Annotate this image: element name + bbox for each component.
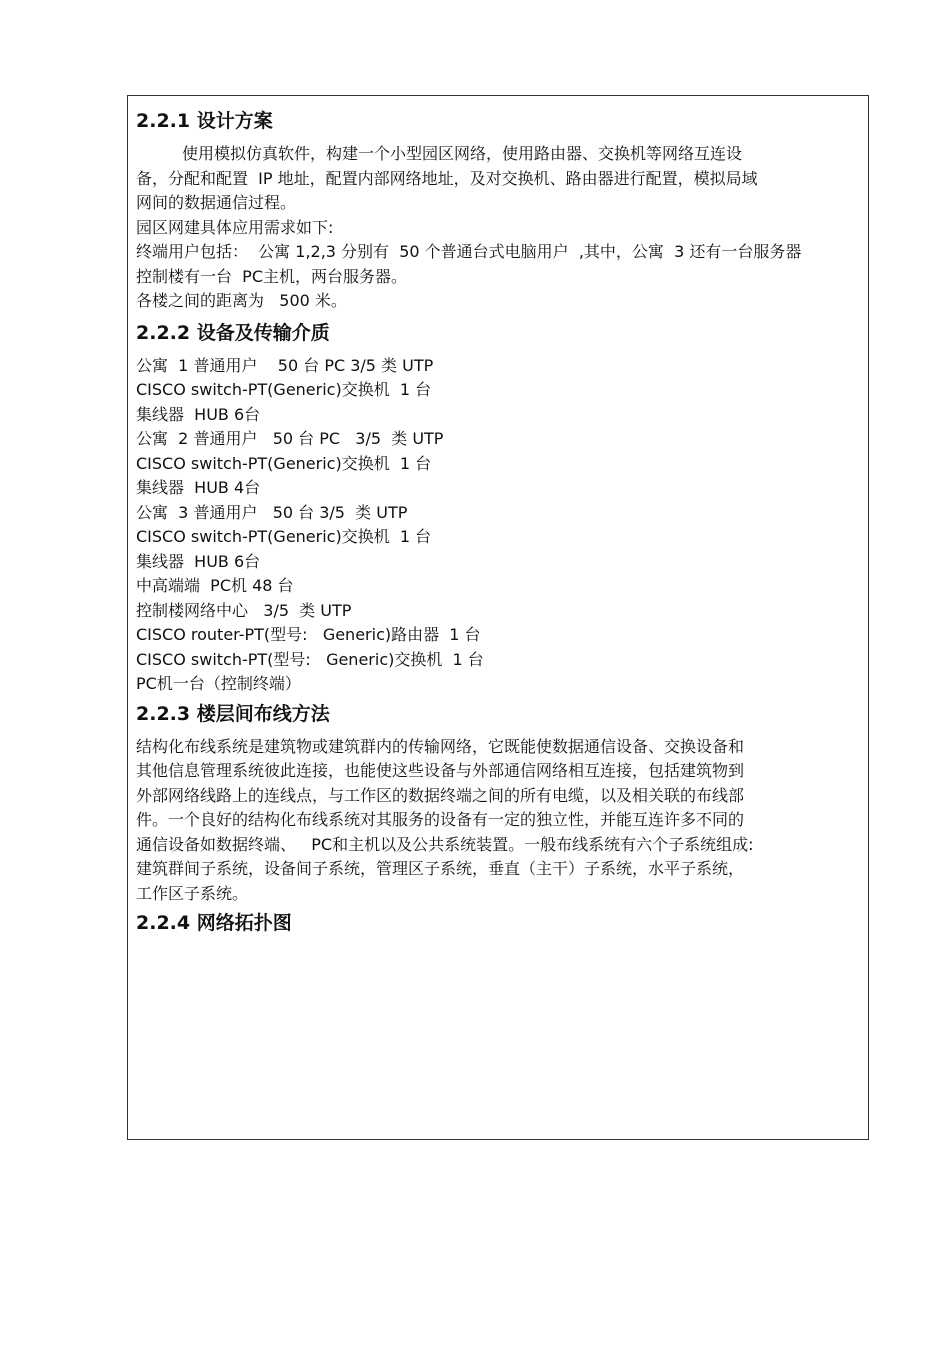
section-design-plan xyxy=(136,108,860,314)
section-cabling-method xyxy=(136,701,860,907)
cabling-line: 外部网络线路上的连线点，与工作区的数据终端之间的所有电缆，以及相关联的布线部 xyxy=(136,785,745,805)
cabling-line: 建筑群间子系统，设备间子系统，管理区子系统，垂直（主干）子系统，水平子系统， xyxy=(136,859,745,878)
equipment-line: PC机一台（控制终端） xyxy=(136,674,301,693)
requirements-line: 各楼之间的距离为 500 米。 xyxy=(136,291,347,310)
equipment-line: CISCO router-PT(型号: Generic)路由器 1 台 xyxy=(136,625,481,644)
equipment-line: CISCO switch-PT(Generic)交换机 1 台 xyxy=(136,380,432,399)
document-content xyxy=(136,108,860,944)
cabling-line: 工作区子系统。 xyxy=(136,883,249,903)
equipment-line: CISCO switch-PT(Generic)交换机 1 台 xyxy=(136,527,432,546)
document-frame xyxy=(127,95,869,1140)
equipment-line: CISCO switch-PT(型号: Generic)交换机 1 台 xyxy=(136,649,484,669)
cabling-line: 其他信息管理系统彼此连接，也能使这些设备与外部通信网络相互连接，包括建筑物到 xyxy=(136,761,745,780)
section-heading-cabling-method: 2.2.3 楼层间布线方法 xyxy=(136,702,330,725)
intro-line: 网间的数据通信过程。 xyxy=(136,193,297,212)
cabling-line: 件。一个良好的结构化布线系统对其服务的设备有一定的独立性，并能互连许多不同的 xyxy=(136,810,745,829)
section-heading-design-plan: 2.2.1 设计方案 xyxy=(136,110,273,132)
equipment-line: 中高端端 PC机 48 台 xyxy=(136,576,294,595)
requirements-line: 园区网建具体应用需求如下: xyxy=(136,217,334,237)
equipment-line: 公寓 2 普通用户 50 台 PC 3/5 类 UTP xyxy=(136,429,444,448)
cabling-line: 通信设备如数据终端、 PC和主机以及公共系统装置。一般布线系统有六个子系统组成: xyxy=(136,834,754,854)
equipment-line: 集线器 HUB 6台 xyxy=(136,551,261,571)
equipment-line: 集线器 HUB 6台 xyxy=(136,404,261,424)
intro-line: 使用模拟仿真软件，构建一个小型园区网络，使用路由器、交换机等网络互连设 xyxy=(182,144,743,163)
section-heading-topology: 2.2.4 网络拓扑图 xyxy=(136,912,292,934)
requirements-line: 终端用户包括： 公寓 1,2,3 分别有 50 个普通台式电脑用户 ,其中，公寓 3 还有一台服务器 xyxy=(136,242,802,261)
equipment-line: CISCO switch-PT(Generic)交换机 1 台 xyxy=(136,453,432,473)
cabling-line: 结构化布线系统是建筑物或建筑群内的传输网络，它既能使数据通信设备、交换设备和 xyxy=(136,736,745,756)
equipment-line: 集线器 HUB 4台 xyxy=(136,478,261,497)
intro-line: 备，分配和配置 IP 地址，配置内部网络地址，及对交换机、路由器进行配置，模拟局域 xyxy=(136,168,758,188)
requirements-line: 控制楼有一台 PC主机，两台服务器。 xyxy=(136,266,407,286)
equipment-line: 控制楼网络中心 3/5 类 UTP xyxy=(136,600,352,620)
section-topology xyxy=(136,910,860,936)
section-heading-equipment: 2.2.2 设备及传输介质 xyxy=(136,321,330,344)
equipment-line: 公寓 3 普通用户 50 台 3/5 类 UTP xyxy=(136,502,408,522)
equipment-line: 公寓 1 普通用户 50 台 PC 3/5 类 UTP xyxy=(136,355,434,375)
section-equipment xyxy=(136,320,860,697)
